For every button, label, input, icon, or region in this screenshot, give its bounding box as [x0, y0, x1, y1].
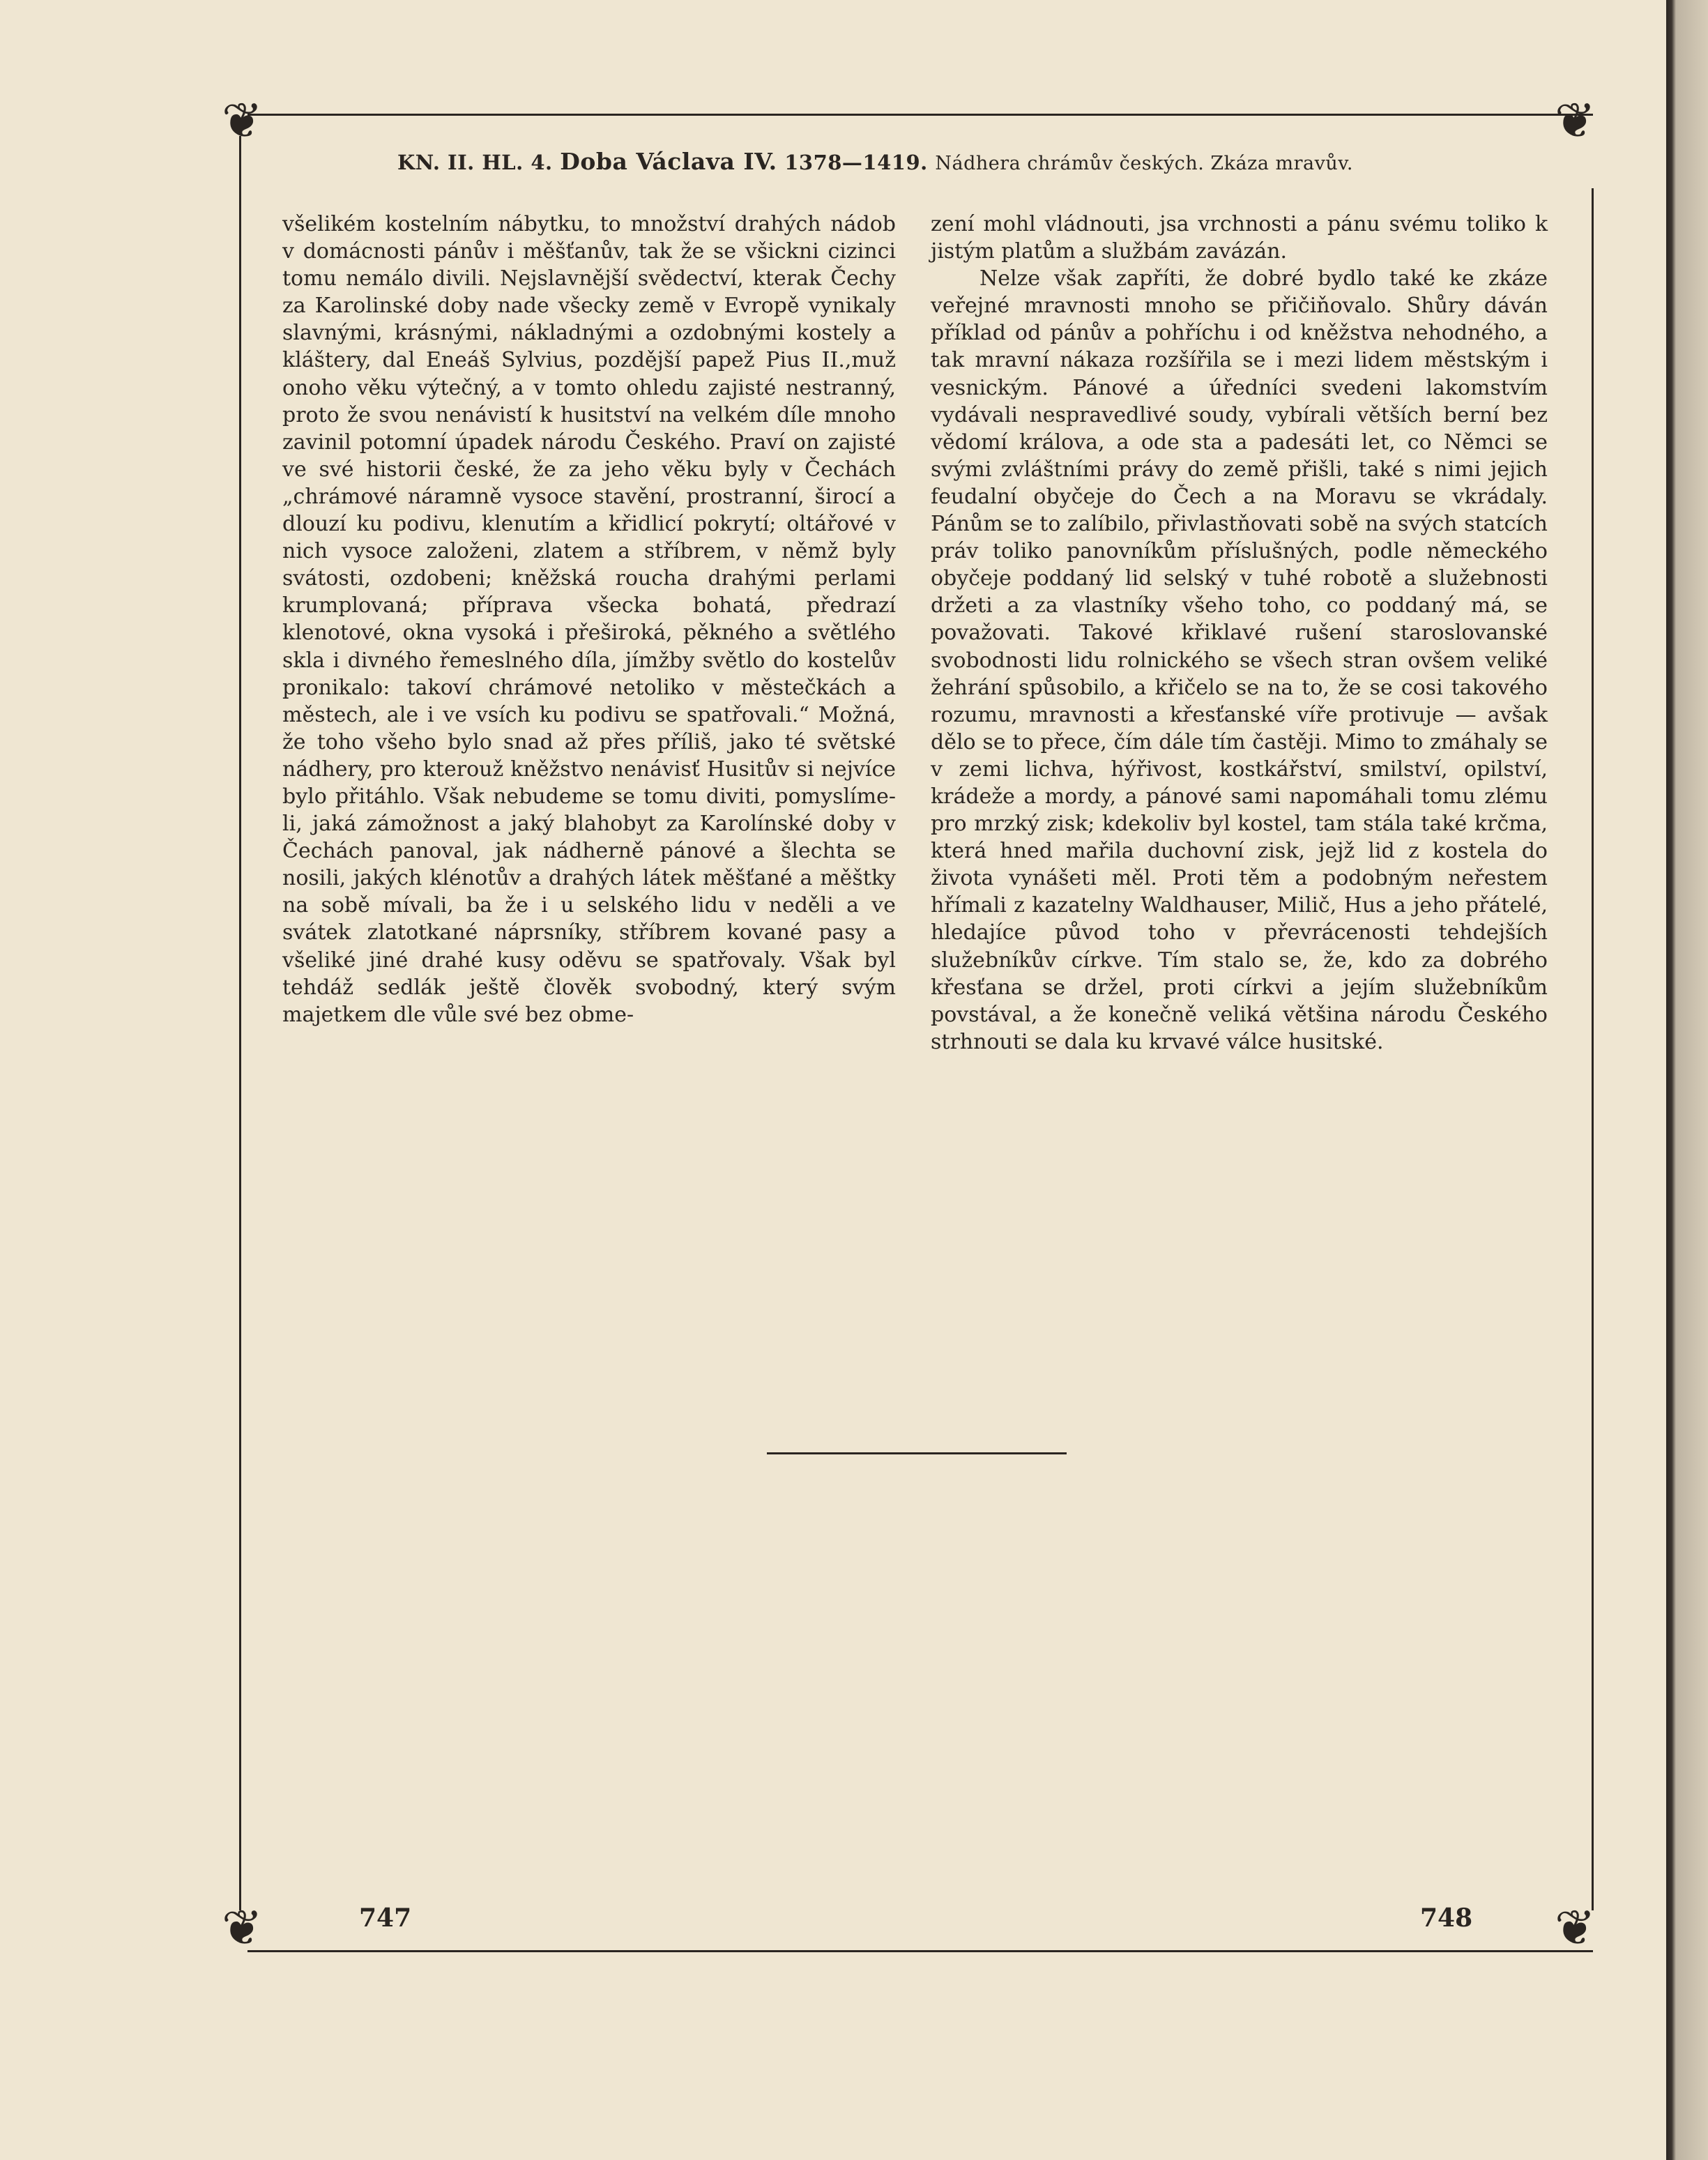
top-left-ornament-icon: ❦ [222, 92, 263, 149]
bottom-left-ornament-icon: ❦ [222, 1899, 263, 1956]
right-page-number: 748 [1420, 1903, 1473, 1933]
right-border [1592, 188, 1594, 1910]
bottom-right-ornament-icon: ❦ [1555, 1899, 1596, 1956]
header-subtitle: Nádhera chrámův českých. Zkáza mravův. [935, 153, 1353, 174]
left-page-number: 747 [359, 1903, 412, 1933]
book-spine [1666, 0, 1708, 2160]
paragraph: zení mohl vládnouti, jsa vrchnosti a pánu svému toliko k jistým platům a službám zavázán. [931, 212, 1548, 264]
header-years: 1378—1419. [784, 151, 928, 174]
running-header [397, 148, 1443, 183]
left-border [239, 136, 241, 1910]
bottom-border [247, 1950, 1593, 1952]
header-book: KN. II. HL. 4. [397, 151, 553, 174]
section-end-rule [767, 1452, 1067, 1454]
paragraph: všelikém kostelním nábytku, to množství drahých nádob v domácnosti pánův i měšťanův, tak že se všickni cizinci tomu nemálo divili. Nejslavnější svědectví, kterak Čechy za Karolinské doby nade všecky země v Evropě vynikaly slavnými, krásnými, nákladnými a ozdobnými kostely a kláštery, dal Eneáš Sylvius, pozdější papež Pius II.,muž onoho věku výtečný, a v tomto ohledu zajisté nestranný, proto že svou nenávistí k husitství na velkém díle mnoho zavinil potomní úpadek národu Českého. Praví on zajisté ve své historii české, že za jeho věku byly v Čechách „chrámové náramně vysoce stavění, prostranní, širocí a dlouzí ku podivu, klenutím a křidlicí pokrytí; oltářové v nich vysoce založeni, zlatem a stříbrem, v němž byly svátosti, ozdobeni; kněžská roucha drahými perlami krumplovaná; příprava všecka bohatá, předrazí klenotové, okna vysoká i přeširoká, pěkného a světlého skla i divného řemeslného díla, jímžby světlo do kostelův pronikalo: takoví chrámové netoliko v městečkách a městech, ale i ve vsích ku podivu se spatřovali.“ Možná, že toho všeho bylo snad až přes příliš, jako té světské nádhery, pro kterouž kněžstvo nenávisť Husitův si nejvíce bylo přitáhlo. Však nebudeme se tomu diviti, pomyslíme-li, jaká zámožnost a jaký blahobyt za Karolínské doby v Čechách panoval, jak nádherně pánové a šlechta se nosili, jakých klénotův a drahých látek měšťané a měštky na sobě mívali, ba že i u selského lidu v neděli a ve svátek zlatotkané náprsníky, stříbrem kované pasy a všeliké jiné drahé kusy oděvu se spatřovaly. Však byl tehdáž sedlák ještě člověk svobodný, který svým majetkem dle vůle své bez obme- [282, 212, 896, 1027]
left-text-column [282, 211, 896, 1028]
top-right-ornament-icon: ❦ [1555, 92, 1596, 149]
paragraph: Nelze však zapříti, že dobré bydlo také ke zkáze veřejné mravnosti mnoho se přičiňovalo. Shůry dáván příklad od pánův a pohříchu i od kněžstva nehodného, a tak mravní nákaza rozšířila se i mezi lidem městským i vesnickým. Pánové a úředníci svedeni lakomstvím vydávali nespravedlivé soudy, vybírali větších berní bez vědomí králova, a ode sta a padesáti let, co Němci se svými zvláštními právy do země přišli, také s nimi jejich feudalní obyčeje do Čech a na Moravu se vkrádaly. Pánům se to zalíbilo, přivlastňovati sobě na svých statcích práv toliko panovníkům příslušných, podle německého obyčeje poddaný lid selský v tuhé robotě a služebnosti držeti a za vlastníky všeho toho, co poddaný má, se považovati. Takové křiklavé rušení staroslovanské svobodnosti lidu rolnického se všech stran ovšem veliké žehrání spůsobilo, a křičelo se na to, že se cosi takového rozumu, mravnosti a křesťanské víře protivuje — avšak dělo se to přece, čím dále tím častěji. Mimo to zmáhaly se v zemi lichva, hýřivost, kostkářství, smilství, opilství, krádeže a mordy, a pánové sami napomáhali tomu zlému pro mrzký zisk; kdekoliv byl kostel, tam stála také krčma, která hned mařila duchovní zisk, jejž lid z kostela do života vynášeti měl. Proti těm a podobným neřestem hřímali z kazatelny Waldhauser, Milič, Hus a jeho přátelé, hledajíce původ toho v převrácenosti tehdejších služebníkův církve. Tím stalo se, že, kdo za dobrého křesťana se držel, proti církvi a jejím služebníkům povstával, a že konečně veliká většina národu Českého strhnouti se dala ku krvavé válce husitské. [931, 266, 1548, 1054]
top-border [247, 114, 1593, 116]
right-text-column [931, 211, 1548, 1056]
header-title: Doba Václava IV. [560, 148, 777, 175]
